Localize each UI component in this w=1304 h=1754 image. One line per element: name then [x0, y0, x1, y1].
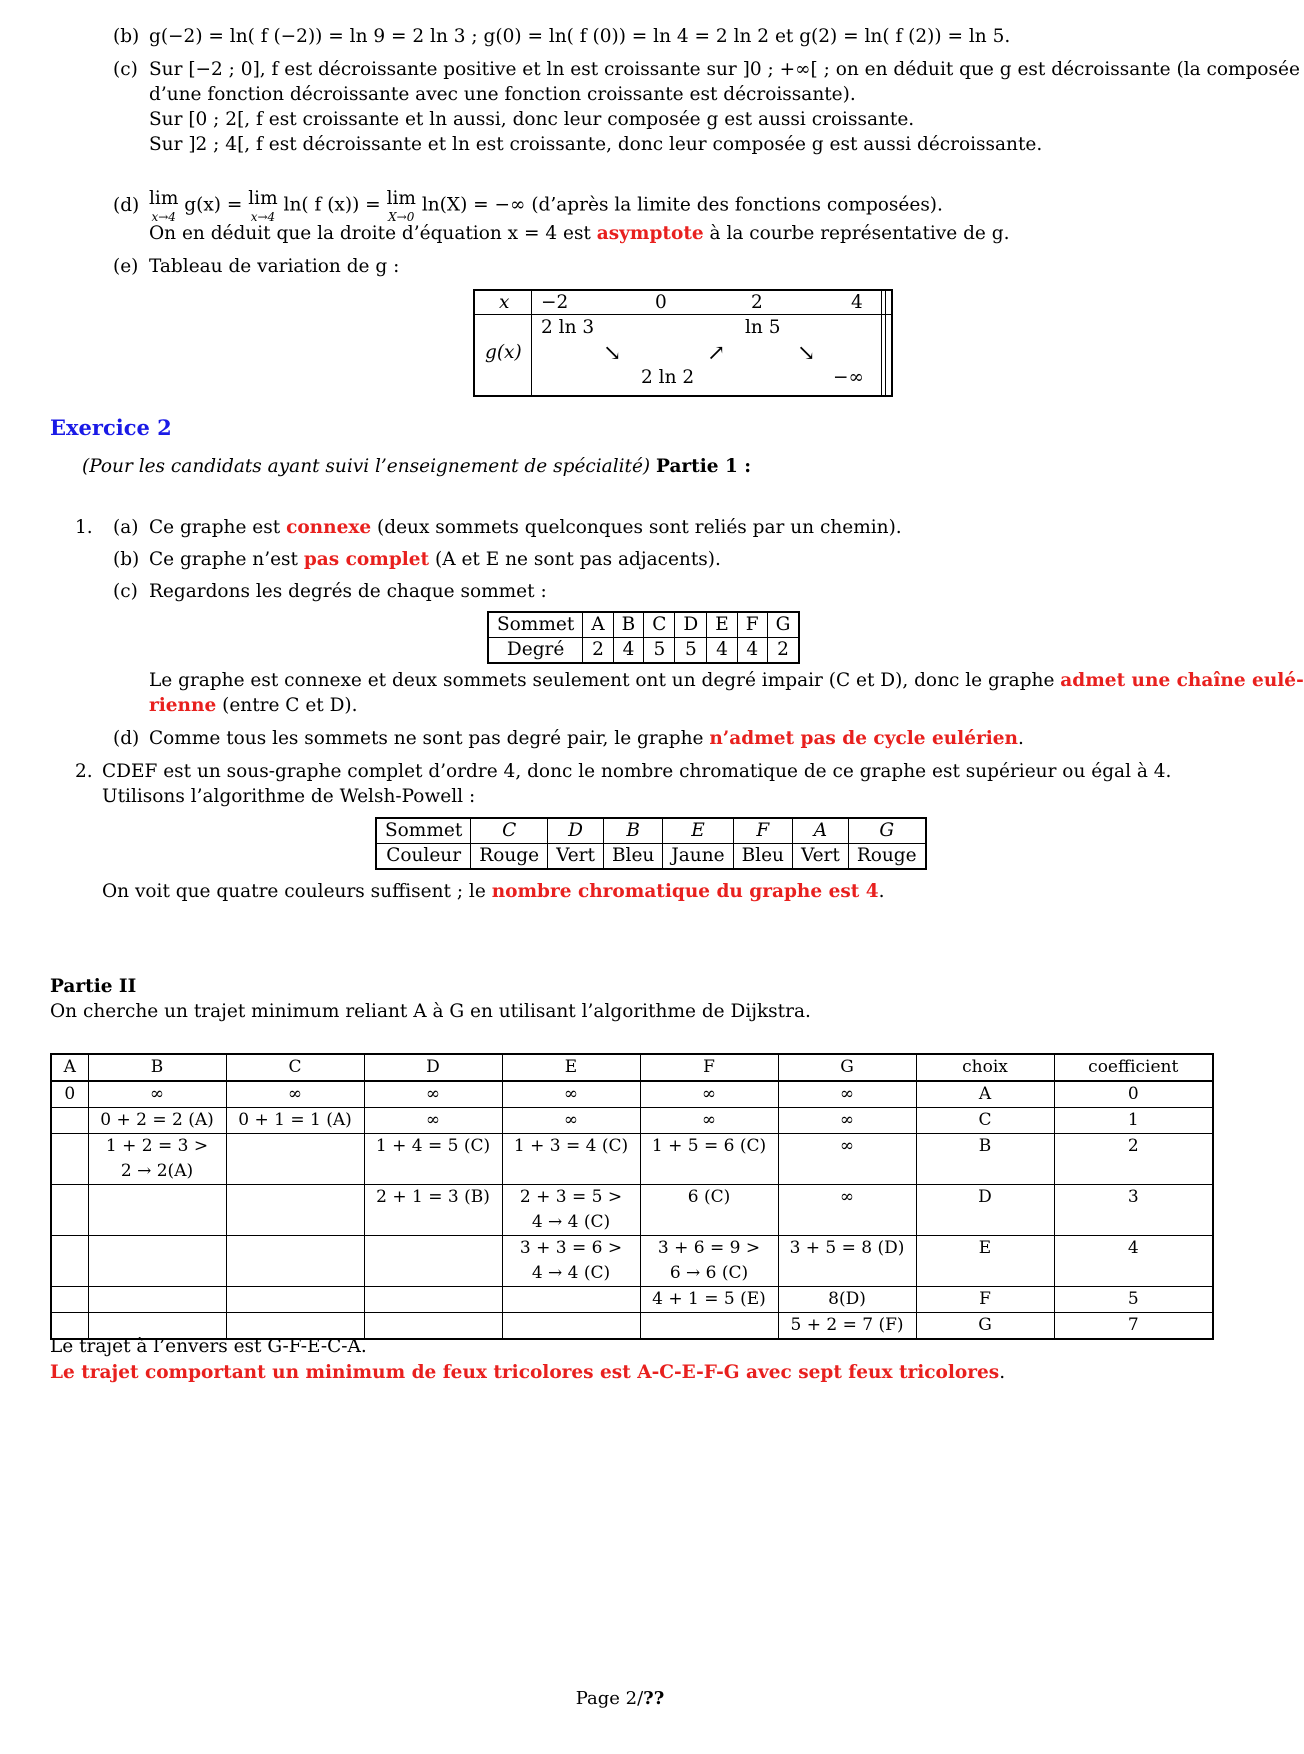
dijkstra-table [50, 1053, 1214, 1340]
dijkstra-cell: 7 [1054, 1313, 1213, 1340]
item-b-text: g(−2) = ln( f (−2)) = ln 9 = 2 ln 3 ; g(0) = ln( f (0)) = ln 4 = 2 ln 2 et g(2) = ln( f (2)) = ln 5. [149, 26, 1011, 47]
dijkstra-cell: D [916, 1185, 1054, 1236]
q1-c-conclusion: Le graphe est connexe et deux sommets seulement ont un degré impair (C et D), donc le graphe admet une chaîne eulé- [149, 670, 1304, 691]
variation-table [473, 289, 893, 397]
question-1-number: 1. [75, 517, 93, 538]
vt-x-value: 2 [751, 292, 763, 313]
item-e [113, 255, 399, 280]
dijkstra-cell: ∞ [502, 1081, 640, 1108]
item-c [113, 58, 1300, 83]
dijkstra-cell: 0 + 2 = 2 (A) [88, 1108, 226, 1134]
vertex-cell: B [613, 612, 644, 638]
dijkstra-cell: A [916, 1081, 1054, 1108]
dijkstra-cell [502, 1313, 640, 1340]
dijkstra-cell: 3 + 5 = 8 (D) [778, 1236, 916, 1287]
vt-x-value: 0 [655, 292, 667, 313]
vt-x-value: 4 [851, 292, 863, 313]
degree-cell: 4 [613, 638, 644, 664]
dijkstra-cell [226, 1134, 364, 1185]
page-label: Page 2/ [575, 1688, 644, 1709]
vertex-cell: E [663, 818, 733, 844]
page-footer [0, 1687, 1240, 1711]
dijkstra-cell [88, 1287, 226, 1313]
degree-table-header: Sommet [488, 612, 583, 638]
arrow-down-icon: ↘ [797, 341, 816, 366]
item-c-label: (c) [113, 59, 138, 80]
arrow-down-icon: ↘ [603, 341, 622, 366]
q1-d: (d) Comme tous les sommets ne sont pas degré pair, le graphe n’admet pas de cycle eulérien. [113, 728, 1024, 749]
item-c-line1: Sur [−2 ; 0], f est décroissante positive et ln est croissante sur ]0 ; +∞[ ; on en déduit que g est décroissante (la composée [149, 59, 1300, 80]
vertex-cell: B [603, 818, 662, 844]
dijkstra-cell: ∞ [364, 1081, 502, 1108]
dijkstra-cell [51, 1236, 88, 1287]
color-cell: Bleu [603, 844, 662, 870]
dijkstra-cell: ∞ [502, 1108, 640, 1134]
dijkstra-cell: 2 + 3 = 5 > 4 → 4 (C) [502, 1185, 640, 1236]
dijkstra-cell: ∞ [364, 1108, 502, 1134]
dijkstra-cell [226, 1185, 364, 1236]
dijkstra-cell [51, 1185, 88, 1236]
vertex-cell: D [675, 612, 707, 638]
coloring-table [375, 817, 927, 870]
coloring-table-header: Sommet [376, 818, 471, 844]
dijkstra-cell [502, 1287, 640, 1313]
degree-cell: 5 [644, 638, 675, 664]
color-cell: Rouge [848, 844, 925, 870]
dijkstra-cell: 1 + 5 = 6 (C) [640, 1134, 778, 1185]
dijkstra-cell [51, 1134, 88, 1185]
dijkstra-cell [640, 1313, 778, 1340]
exercise-2-intro: (Pour les candidats ayant suivi l’enseignement de spécialité) Partie 1 : [82, 456, 752, 477]
item-d [113, 190, 943, 223]
dijkstra-cell: 4 + 1 = 5 (E) [640, 1287, 778, 1313]
limit-1: lim x→4 [149, 188, 179, 224]
item-c-line3: Sur [0 ; 2[, f est croissante et ln aussi, donc leur composée g est aussi croissante. [149, 109, 915, 130]
table-row [51, 1108, 1213, 1134]
dijkstra-cell: ∞ [778, 1108, 916, 1134]
item-e-label: (e) [113, 256, 139, 277]
part-2-intro: On cherche un trajet minimum reliant A à G en utilisant l’algorithme de Dijkstra. [50, 1001, 811, 1022]
vertex-cell: A [792, 818, 848, 844]
item-d-label: (d) [113, 194, 140, 216]
degree-table [487, 611, 800, 664]
color-cell: Jaune [663, 844, 733, 870]
asymptote-highlight: asymptote [596, 223, 704, 244]
item-e-text: Tableau de variation de g : [149, 256, 400, 277]
limit-3: lim X→0 [386, 188, 416, 224]
vt-g-label: g(x) [485, 342, 522, 363]
degree-cell: 4 [737, 638, 767, 664]
dijkstra-header-cell: C [226, 1054, 364, 1081]
q1-c: (c) Regardons les degrés de chaque sommet : [113, 581, 547, 602]
dijkstra-header-cell: D [364, 1054, 502, 1081]
dijkstra-cell: 2 [1054, 1134, 1213, 1185]
dijkstra-cell: ∞ [226, 1081, 364, 1108]
vt-x-value: −2 [541, 292, 569, 313]
dijkstra-cell: 1 + 4 = 5 (C) [364, 1134, 502, 1185]
dijkstra-header-cell: G [778, 1054, 916, 1081]
dijkstra-header-cell: F [640, 1054, 778, 1081]
dijkstra-cell: E [916, 1236, 1054, 1287]
vt-top-value: 2 ln 3 [541, 317, 595, 338]
vt-bottom-value: 2 ln 2 [641, 367, 695, 388]
color-cell: Bleu [733, 844, 792, 870]
dijkstra-cell [51, 1287, 88, 1313]
degree-cell: 5 [675, 638, 707, 664]
dijkstra-cell: ∞ [778, 1081, 916, 1108]
degree-cell: 4 [707, 638, 738, 664]
conclusion-highlight: Le trajet comportant un minimum de feux tricolores est A-C-E-F-G avec sept feux tricolores [50, 1362, 1000, 1383]
dijkstra-cell: ∞ [640, 1081, 778, 1108]
vt-top-value: ln 5 [745, 317, 781, 338]
table-row [51, 1081, 1213, 1108]
dijkstra-cell: 3 [1054, 1185, 1213, 1236]
table-row [51, 1134, 1213, 1185]
connexe-highlight: connexe [286, 517, 372, 538]
dijkstra-cell: ∞ [640, 1108, 778, 1134]
dijkstra-header-cell: coefficient [1054, 1054, 1213, 1081]
degree-cell: 2 [583, 638, 613, 664]
dijkstra-cell: 0 [1054, 1081, 1213, 1108]
q2-line2: Utilisons l’algorithme de Welsh-Powell : [102, 786, 476, 807]
dijkstra-cell [364, 1313, 502, 1340]
dijkstra-header-cell: choix [916, 1054, 1054, 1081]
q1-b: (b) Ce graphe n’est pas complet (A et E ne sont pas adjacents). [113, 549, 721, 570]
chaine-eulerienne-highlight: admet une chaîne eulé- [1060, 670, 1304, 691]
cycle-eulerien-highlight: n’admet pas de cycle eulérien [709, 728, 1018, 749]
dijkstra-cell: B [916, 1134, 1054, 1185]
path-text: Le trajet à l’envers est G-F-E-C-A. [50, 1336, 367, 1357]
q2-conclusion: On voit que quatre couleurs suffisent ; le nombre chromatique du graphe est 4. [102, 881, 885, 902]
dijkstra-cell: 1 + 2 = 3 > 2 → 2(A) [88, 1134, 226, 1185]
dijkstra-cell: 8(D) [778, 1287, 916, 1313]
dijkstra-cell [88, 1236, 226, 1287]
dijkstra-cell: 0 [51, 1081, 88, 1108]
limit-2: lim x→4 [248, 188, 278, 224]
dijkstra-cell [364, 1287, 502, 1313]
q1-a: (a) Ce graphe est connexe (deux sommets quelconques sont reliés par un chemin). [113, 517, 902, 538]
dijkstra-header-cell: B [88, 1054, 226, 1081]
dijkstra-cell: ∞ [88, 1081, 226, 1108]
dijkstra-cell: 0 + 1 = 1 (A) [226, 1108, 364, 1134]
question-2-number: 2. [75, 761, 93, 782]
item-b [113, 25, 1010, 50]
dijkstra-cell: 3 + 3 = 6 > 4 → 4 (C) [502, 1236, 640, 1287]
dijkstra-cell: 5 + 2 = 7 (F) [778, 1313, 916, 1340]
dijkstra-cell: 3 + 6 = 9 > 6 → 6 (C) [640, 1236, 778, 1287]
chromatic-number-highlight: nombre chromatique du graphe est 4 [491, 881, 879, 902]
dijkstra-cell: C [916, 1108, 1054, 1134]
coloring-table-header: Couleur [376, 844, 471, 870]
pas-complet-highlight: pas complet [303, 549, 430, 570]
vertex-cell: D [548, 818, 604, 844]
part-2-title: Partie II [50, 976, 137, 997]
item-c-line4: Sur ]2 ; 4[, f est décroissante et ln est croissante, donc leur composée g est aussi décroissante. [149, 134, 1043, 155]
vertex-cell: E [707, 612, 738, 638]
vt-bottom-value: −∞ [833, 367, 864, 388]
vt-x-label: x [499, 292, 510, 313]
dijkstra-header-cell: E [502, 1054, 640, 1081]
item-d-line2: On en déduit que la droite d’équation x = 4 est asymptote à la courbe représentative de g. [149, 223, 1010, 244]
dijkstra-cell: F [916, 1287, 1054, 1313]
dijkstra-cell [364, 1236, 502, 1287]
degree-table-header: Degré [488, 638, 583, 664]
limit-expr-2: ln( f (x)) = [283, 194, 381, 216]
dijkstra-cell [88, 1185, 226, 1236]
arrow-up-icon: ↗ [707, 341, 726, 366]
dijkstra-header-cell: A [51, 1054, 88, 1081]
vertex-cell: G [848, 818, 925, 844]
dijkstra-header-row [51, 1054, 1213, 1081]
vertex-cell: A [583, 612, 613, 638]
dijkstra-cell [51, 1108, 88, 1134]
color-cell: Rouge [471, 844, 548, 870]
limit-expr-3: ln(X) = −∞ (d’après la limite des fonctions composées). [421, 194, 943, 216]
color-cell: Vert [548, 844, 604, 870]
vertex-cell: F [737, 612, 767, 638]
dijkstra-cell: 5 [1054, 1287, 1213, 1313]
dijkstra-cell: 1 + 3 = 4 (C) [502, 1134, 640, 1185]
dijkstra-cell: 1 [1054, 1108, 1213, 1134]
vertex-cell: G [767, 612, 799, 638]
conclusion: Le trajet comportant un minimum de feux tricolores est A-C-E-F-G avec sept feux tricolores. [50, 1362, 1006, 1383]
exercise-2-title: Exercice 2 [50, 415, 172, 440]
dijkstra-cell: ∞ [778, 1185, 916, 1236]
item-b-label: (b) [113, 26, 140, 47]
limit-expr-1: g(x) = [184, 194, 243, 216]
q1-c-conclusion-line2: rienne (entre C et D). [149, 695, 358, 716]
table-row [51, 1236, 1213, 1287]
dijkstra-cell: 2 + 1 = 3 (B) [364, 1185, 502, 1236]
vertex-cell: F [733, 818, 792, 844]
item-c-line2: d’une fonction décroissante avec une fonction croissante est décroissante). [149, 84, 856, 105]
table-row [51, 1287, 1213, 1313]
dijkstra-cell [226, 1287, 364, 1313]
degree-cell: 2 [767, 638, 799, 664]
page-total: ?? [643, 1688, 665, 1709]
vertex-cell: C [644, 612, 675, 638]
dijkstra-cell: G [916, 1313, 1054, 1340]
color-cell: Vert [792, 844, 848, 870]
dijkstra-cell: 4 [1054, 1236, 1213, 1287]
dijkstra-cell: ∞ [778, 1134, 916, 1185]
dijkstra-cell [226, 1236, 364, 1287]
q2-line1: CDEF est un sous-graphe complet d’ordre 4, donc le nombre chromatique de ce graphe est supérieur ou égal à 4. [102, 761, 1172, 782]
vertex-cell: C [471, 818, 548, 844]
dijkstra-cell: 6 (C) [640, 1185, 778, 1236]
table-row [51, 1185, 1213, 1236]
